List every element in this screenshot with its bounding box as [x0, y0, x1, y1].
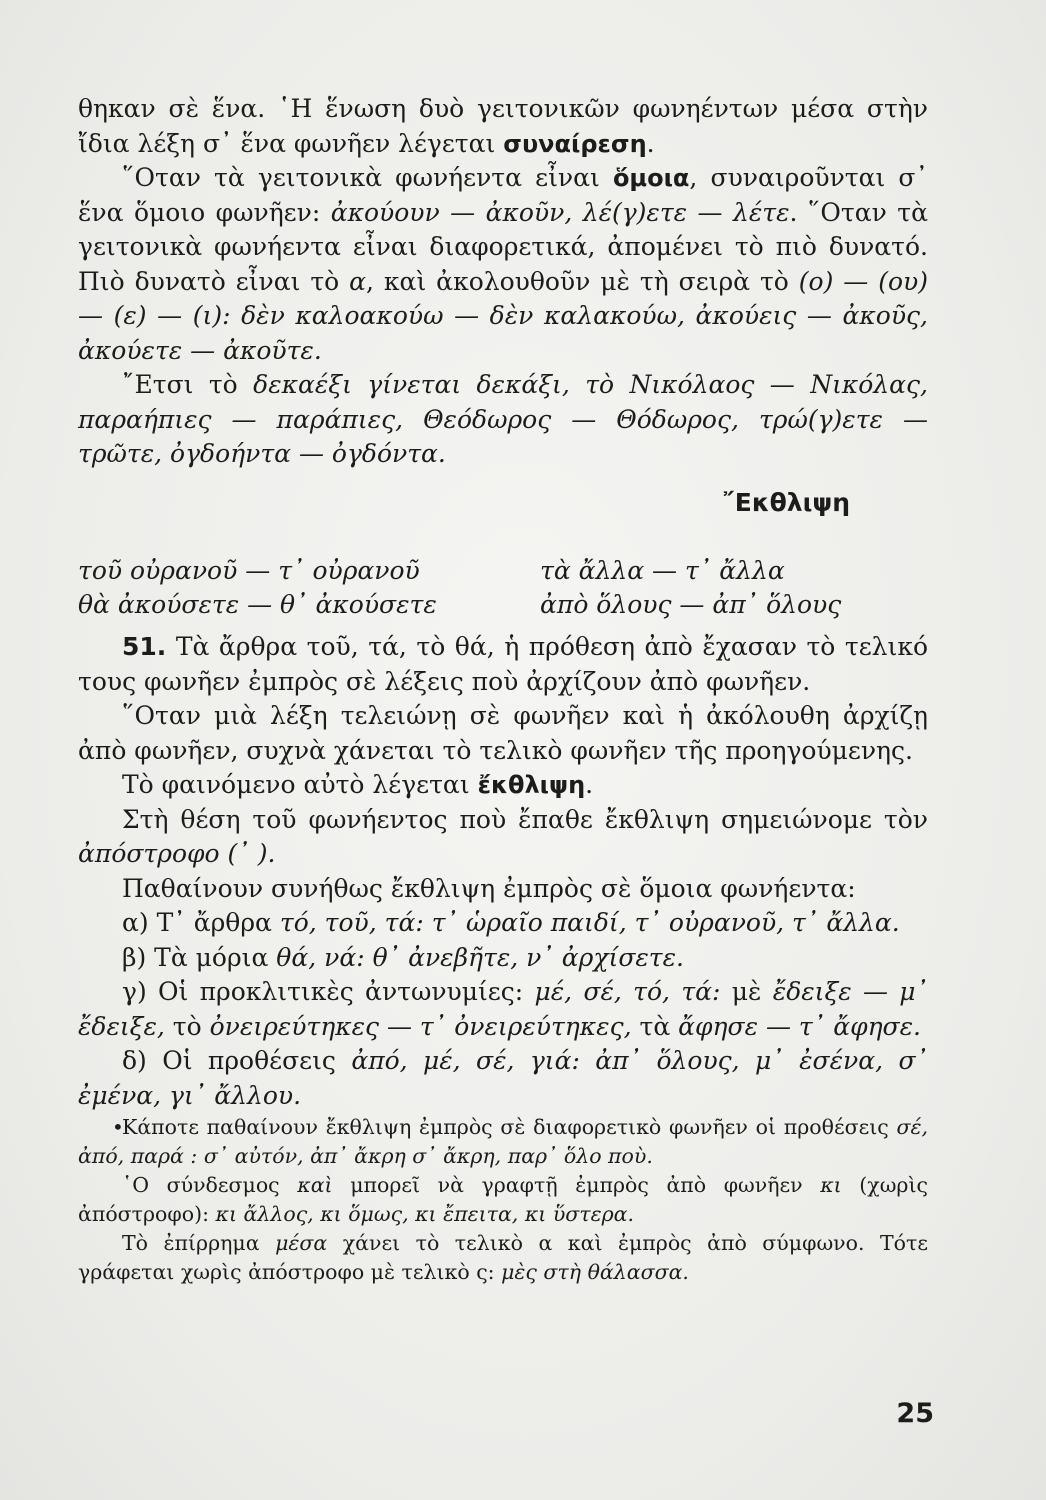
text: Τὸ φαινόμενο αὐτὸ λέγεται: [122, 770, 470, 799]
paragraph-omoia: [78, 161, 928, 368]
bullet-icon: •: [112, 1115, 124, 1139]
text: τὰ: [639, 1011, 671, 1041]
examples-table: [78, 554, 928, 622]
example-text: μέσα: [275, 1231, 328, 1255]
text: ῎Ετσι τὸ: [122, 370, 238, 399]
example-text: (ο) — (ου) — (ε) — (ι): δὲν καλοακούω — δὲν καλακούω, ἀκούεις — ἀκοῦς, ἀκούετε — ἀκοῦτε.: [78, 266, 928, 365]
text: .: [585, 770, 594, 799]
text: Τὸ ἐπίρρημα: [122, 1231, 260, 1255]
text: Κάποτε παθαίνουν ἔκθλιψη ἐμπρὸς σὲ διαφορετικὸ φωνῆεν οἱ προθέσεις: [122, 1115, 889, 1139]
example-text: ἀκούουν — ἀκοῦν, λέ(γ)ετε — λέτε: [330, 197, 790, 227]
list-item-a: [78, 906, 928, 941]
list-label: δ) Οἱ προθέσεις: [122, 1046, 336, 1075]
page-number: 25: [896, 1398, 934, 1429]
term-omoia: ὅμοια: [612, 164, 690, 192]
example-text: καὶ: [297, 1173, 333, 1197]
text: Στὴ θέση τοῦ φωνήεντος ποὺ ἔπαθε ἔκθλιψη σημειώνομε τὸν: [122, 804, 928, 834]
text: μπορεῖ νὰ γραφτῇ ἐμπρὸς ἀπὸ φωνῆεν: [350, 1173, 803, 1197]
list-label: γ) Οἱ προκλιτικὲς ἀντωνυμίες:: [122, 977, 524, 1006]
paragraph-ekthlipsi-def: [78, 699, 928, 768]
paragraph-synairesi: [78, 92, 928, 161]
text: (χωρὶς ἀπόστροφο):: [78, 1173, 928, 1226]
note-3: [78, 1229, 928, 1287]
example-text: κι ἄλλος, κι ὅμως, κι ἔπειτα, κι ὕστερα.: [215, 1202, 635, 1226]
example-text: μὲς στὴ θάλασσα.: [501, 1260, 689, 1284]
section-heading: ῎Εκθλιψη: [722, 487, 850, 517]
example-text: α: [349, 266, 367, 296]
note-2: [78, 1171, 928, 1229]
term-synairesi: συναίρεση: [503, 129, 647, 158]
list-label: β) Τὰ μόρια: [122, 942, 269, 972]
text: Τὰ ἄρθρα τοῦ, τά, τὸ θά, ἡ πρόθεση ἀπὸ ἔχασαν τὸ τελικό τους φωνῆεν ἐμπρὸς σὲ λέξεις ποὺ ἀρχίζουν ἀπὸ φωνῆεν.: [78, 632, 928, 696]
text: ῾Ο σύνδεσμος: [122, 1173, 280, 1197]
page-body: [78, 92, 928, 1287]
example-text: θά, νά: θ᾿ ἀνεβῆτε, ν᾿ ἀρχίσετε.: [276, 942, 684, 972]
example-row: [78, 588, 928, 622]
example-text: ὀνειρεύτηκες — τ᾿ ὀνειρεύτηκες,: [209, 1011, 632, 1041]
text: ῞Οταν μιὰ λέξη τελειώνῃ σὲ φωνῆεν καὶ ἡ ἀκόλουθη ἀρχίζῃ ἀπὸ φωνῆεν, συχνὰ χάνεται τὸ τελικὸ φωνῆεν τῆς προηγούμενης.: [78, 701, 928, 765]
text: , καὶ ἀκολουθοῦν μὲ τὴ σειρὰ τὸ: [366, 266, 789, 296]
paragraph-etsi: [78, 368, 928, 472]
paragraph-apostrofos: [78, 803, 928, 872]
text: θηκαν σὲ ἕνα. ῾Η ἕνωση δυὸ γειτονικῶν φωνηέντων μέσα στὴν ἴδια λέξη σ᾿ ἕνα φωνῆεν λέγεται: [78, 94, 928, 158]
example-text: δεκαέξι γίνεται δεκάξι, τὸ Νικόλαος — Νικόλας, παραήπιες — παράπιες, Θεόδωρος — Θόδωρος, τρώ(γ)ετε — τρῶτε, ὀγδοήντα — ὀγδόντα.: [78, 370, 928, 468]
text: . ῞Οταν τὰ γειτονικὰ φωνήεντα εἶναι διαφορετικά, ἀπομένει τὸ πιὸ δυνατό. Πιὸ δυνατὸ εἶναι τὸ: [78, 197, 928, 296]
list-item-c: [78, 975, 928, 1044]
example-text: ἀπό, μέ, σέ, γιά: ἀπ᾿ ὅλους, μ᾿ ἐσένα, σ᾿ ἐμένα, γι᾿ ἄλλου.: [78, 1046, 929, 1110]
example-left: θὰ ἀκούσετε — θ᾿ ἀκούσετε: [78, 590, 437, 619]
list-item-b: [78, 941, 928, 976]
paragraph-ekthlipsi-term: [78, 768, 928, 803]
example-row: [78, 554, 928, 588]
example-right: ἀπὸ ὅλους — ἀπ᾿ ὅλους: [540, 590, 842, 619]
example-text: σέ, ἀπό, παρά : σ᾿ αὐτόν, ἀπ᾿ ἄκρη σ᾿ ἄκρη, παρ᾿ ὅλο ποὺ.: [78, 1115, 928, 1168]
example-right: τὰ ἄλλα — τ᾿ ἄλλα: [540, 556, 785, 585]
text: Παθαίνουν συνήθως ἔκθλιψη ἐμπρὸς σὲ ὅμοια φωνήεντα:: [122, 873, 856, 903]
example-text: ἀπόστροφο (᾿ ).: [78, 839, 276, 868]
text: ῞Οταν τὰ γειτονικὰ φωνήεντα εἶναι: [122, 163, 600, 192]
example-text: τό, τοῦ, τά: τ᾿ ὡραῖο παιδί, τ᾿ οὐρανοῦ, τ᾿ ἄλλα.: [279, 908, 900, 937]
text: τὸ: [172, 1011, 202, 1041]
text: χάνει τὸ τελικὸ α καὶ ἐμπρὸς ἀπὸ σύμφωνο. Τότε γράφεται χωρὶς ἀπόστροφο μὲ τελικὸ ς:: [78, 1231, 928, 1284]
term-ekthlipsi: ἔκθλιψη: [477, 771, 586, 799]
example-text: κι: [820, 1173, 842, 1197]
section-number: 51.: [122, 632, 167, 661]
text: .: [646, 128, 655, 158]
paragraph-pathainoun: [78, 872, 928, 907]
list-item-d: [78, 1044, 928, 1113]
example-text: ἄφησε — τ᾿ ἄφησε.: [678, 1011, 921, 1041]
text: , συναιροῦνται σ᾿ ἕνα ὅμοιο φωνῆεν:: [78, 163, 928, 227]
note-1: [78, 1113, 928, 1171]
paragraph-51: [78, 630, 928, 699]
example-text: μέ, σέ, τό, τά:: [534, 977, 721, 1006]
example-left: τοῦ οὐρανοῦ — τ᾿ οὐρανοῦ: [78, 556, 420, 585]
example-text: ἔδειξε — μ᾿ ἔδειξε,: [78, 977, 929, 1041]
text: μὲ: [731, 977, 762, 1006]
list-label: α) Τ᾿ ἄρθρα: [122, 908, 272, 937]
